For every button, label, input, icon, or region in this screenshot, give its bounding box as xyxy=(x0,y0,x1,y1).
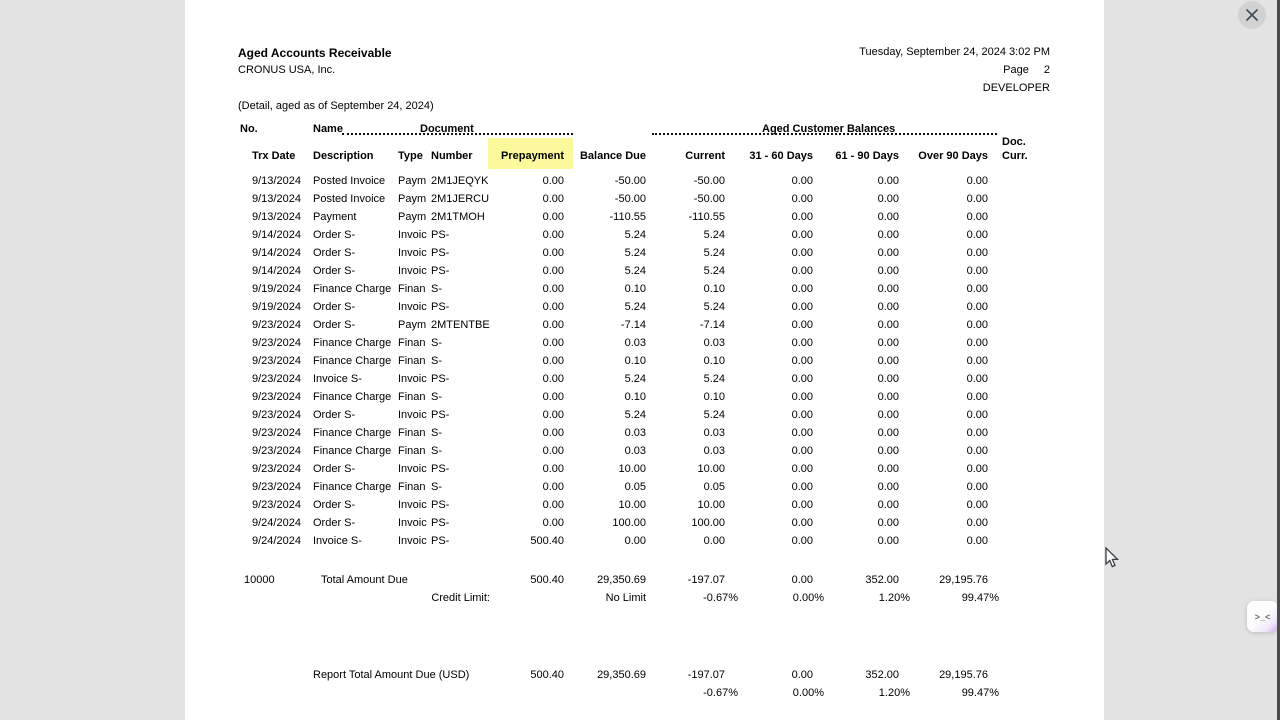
cell-61-90-days: 0.00 xyxy=(877,391,899,403)
cell-prepayment: 0.00 xyxy=(542,481,564,493)
report-total-balance-due: 29,350.69 xyxy=(597,669,646,681)
cell-trx-date: 9/14/2024 xyxy=(252,247,301,259)
group-header-no: No. xyxy=(240,123,258,135)
cell-prepayment: 0.00 xyxy=(542,463,564,475)
group-header-aged-customer-balances: Aged Customer Balances xyxy=(762,123,896,135)
cell-trx-date: 9/23/2024 xyxy=(252,445,301,457)
cell-balance-due: -50.00 xyxy=(614,175,646,187)
cell-trx-date: 9/13/2024 xyxy=(252,211,301,223)
cell-over-90-days: 0.00 xyxy=(966,229,988,241)
cell-description: Finance Charge xyxy=(313,337,392,349)
mouse-cursor-icon xyxy=(1105,547,1120,569)
cell-description: Finance Charge xyxy=(313,283,392,295)
cell-trx-date: 9/23/2024 xyxy=(252,409,301,421)
cell-prepayment: 500.40 xyxy=(530,535,564,547)
cell-description: Payment xyxy=(313,211,357,223)
group-header-name: Name xyxy=(313,123,343,135)
page-number: 2 xyxy=(1043,64,1050,76)
table-row xyxy=(185,388,1104,406)
table-row xyxy=(185,208,1104,226)
cell-balance-due: 0.03 xyxy=(624,445,646,457)
cell-trx-date: 9/23/2024 xyxy=(252,391,301,403)
col-header-description: Description xyxy=(313,150,374,162)
cell-number: PS- xyxy=(431,499,450,511)
cell-current: 0.10 xyxy=(703,391,725,403)
cell-prepayment: 0.00 xyxy=(542,211,564,223)
report-total-61-90-days: 352.00 xyxy=(865,669,899,681)
cell-trx-date: 9/13/2024 xyxy=(252,175,301,187)
cell-31-60-days: 0.00 xyxy=(791,517,813,529)
cell-over-90-days: 0.00 xyxy=(966,247,988,259)
cell-31-60-days: 0.00 xyxy=(791,427,813,439)
cell-balance-due: 5.24 xyxy=(624,229,646,241)
group-header-document: Document xyxy=(420,123,474,135)
cell-type: Paym xyxy=(398,319,427,331)
cell-current: 0.03 xyxy=(703,337,725,349)
report-total-row xyxy=(185,666,1104,684)
cell-current: 5.24 xyxy=(703,229,725,241)
cell-trx-date: 9/23/2024 xyxy=(252,319,301,331)
cell-trx-date: 9/24/2024 xyxy=(252,535,301,547)
col-header-31-60-days: 31 - 60 Days xyxy=(749,150,813,162)
cell-description: Order S- xyxy=(313,409,356,421)
cell-type: Invoic xyxy=(398,535,427,547)
cell-current: 0.10 xyxy=(703,283,725,295)
cell-61-90-days: 0.00 xyxy=(877,427,899,439)
credit-31-60-pct: 0.00% xyxy=(792,592,824,604)
report-total-current: -197.07 xyxy=(687,669,725,681)
cell-61-90-days: 0.00 xyxy=(877,301,899,313)
report-page xyxy=(185,0,1104,720)
cell-61-90-days: 0.00 xyxy=(877,175,899,187)
cell-prepayment: 0.00 xyxy=(542,247,564,259)
cell-number: 2MTENTBE xyxy=(431,319,490,331)
table-row xyxy=(185,496,1104,514)
cell-number: S- xyxy=(431,445,442,457)
total-current: -197.07 xyxy=(687,574,725,586)
cell-number: PS- xyxy=(431,373,450,385)
cell-balance-due: -50.00 xyxy=(614,193,646,205)
extension-badge-icon[interactable] xyxy=(1247,601,1278,632)
cell-balance-due: 10.00 xyxy=(618,463,646,475)
report-61-90-pct: 1.20% xyxy=(878,687,910,699)
cell-61-90-days: 0.00 xyxy=(877,481,899,493)
col-header-trx-date: Trx Date xyxy=(252,150,296,162)
cell-prepayment: 0.00 xyxy=(542,499,564,511)
col-header-prepayment: Prepayment xyxy=(501,150,564,162)
col-header-curr: Curr. xyxy=(1002,150,1028,162)
cell-type: Finan xyxy=(398,355,426,367)
cell-61-90-days: 0.00 xyxy=(877,355,899,367)
cell-description: Finance Charge xyxy=(313,391,392,403)
table-row xyxy=(185,460,1104,478)
cell-description: Finance Charge xyxy=(313,481,392,493)
col-header-number: Number xyxy=(431,150,473,162)
extension-badge-glyph: >_< xyxy=(1254,611,1271,622)
cell-prepayment: 0.00 xyxy=(542,265,564,277)
report-total-prepayment: 500.40 xyxy=(530,669,564,681)
cell-type: Paym xyxy=(398,211,427,223)
cell-number: PS- xyxy=(431,463,450,475)
table-row xyxy=(185,226,1104,244)
cell-31-60-days: 0.00 xyxy=(791,319,813,331)
table-row xyxy=(185,172,1104,190)
cell-description: Finance Charge xyxy=(313,445,392,457)
cell-61-90-days: 0.00 xyxy=(877,463,899,475)
table-row xyxy=(185,190,1104,208)
total-balance-due: 29,350.69 xyxy=(597,574,646,586)
cell-prepayment: 0.00 xyxy=(542,445,564,457)
cell-61-90-days: 0.00 xyxy=(877,247,899,259)
table-body xyxy=(185,172,1104,550)
cell-61-90-days: 0.00 xyxy=(877,265,899,277)
cell-61-90-days: 0.00 xyxy=(877,409,899,421)
report-title: Aged Accounts Receivable xyxy=(238,46,392,60)
cell-balance-due: 0.10 xyxy=(624,283,646,295)
cell-balance-due: 0.05 xyxy=(624,481,646,493)
report-31-60-pct: 0.00% xyxy=(792,687,824,699)
table-row xyxy=(185,316,1104,334)
cell-over-90-days: 0.00 xyxy=(966,481,988,493)
cell-prepayment: 0.00 xyxy=(542,319,564,331)
cell-trx-date: 9/13/2024 xyxy=(252,193,301,205)
cell-type: Invoic xyxy=(398,301,427,313)
cell-prepayment: 0.00 xyxy=(542,229,564,241)
total-61-90-days: 352.00 xyxy=(865,574,899,586)
cell-type: Invoic xyxy=(398,499,427,511)
report-over-90-pct: 99.47% xyxy=(961,687,999,699)
cell-prepayment: 0.00 xyxy=(542,283,564,295)
cell-number: PS- xyxy=(431,535,450,547)
cell-trx-date: 9/23/2024 xyxy=(252,463,301,475)
cell-description: Order S- xyxy=(313,517,356,529)
cell-prepayment: 0.00 xyxy=(542,373,564,385)
cell-current: 0.03 xyxy=(703,445,725,457)
cell-number: S- xyxy=(431,481,442,493)
cell-balance-due: 0.10 xyxy=(624,355,646,367)
cell-description: Posted Invoice xyxy=(313,175,386,187)
cell-current: 10.00 xyxy=(697,499,725,511)
cell-over-90-days: 0.00 xyxy=(966,427,988,439)
page-label: Page xyxy=(1003,64,1029,76)
total-prepayment: 500.40 xyxy=(530,574,564,586)
cell-61-90-days: 0.00 xyxy=(877,229,899,241)
cell-trx-date: 9/23/2024 xyxy=(252,499,301,511)
credit-over-90-pct: 99.47% xyxy=(961,592,999,604)
cell-61-90-days: 0.00 xyxy=(877,319,899,331)
cell-current: 5.24 xyxy=(703,265,725,277)
cell-type: Finan xyxy=(398,445,426,457)
cell-31-60-days: 0.00 xyxy=(791,373,813,385)
cell-type: Invoic xyxy=(398,463,427,475)
col-header-61-90-days: 61 - 90 Days xyxy=(835,150,899,162)
cell-balance-due: 0.03 xyxy=(624,427,646,439)
cell-balance-due: 0.10 xyxy=(624,391,646,403)
table-row xyxy=(185,424,1104,442)
cell-number: 2M1JEQYK xyxy=(431,175,489,187)
report-total-pct-row xyxy=(185,684,1104,702)
table-row xyxy=(185,352,1104,370)
table-row xyxy=(185,244,1104,262)
cell-trx-date: 9/24/2024 xyxy=(252,517,301,529)
cell-number: PS- xyxy=(431,517,450,529)
close-icon xyxy=(1245,8,1259,22)
table-row xyxy=(185,514,1104,532)
cell-type: Invoic xyxy=(398,409,427,421)
cell-over-90-days: 0.00 xyxy=(966,337,988,349)
cell-31-60-days: 0.00 xyxy=(791,535,813,547)
cell-over-90-days: 0.00 xyxy=(966,373,988,385)
cell-current: 0.00 xyxy=(703,535,725,547)
cell-description: Invoice S- xyxy=(313,373,362,385)
cell-balance-due: 5.24 xyxy=(624,301,646,313)
report-datetime: Tuesday, September 24, 2024 3:02 PM xyxy=(859,46,1050,58)
credit-current-pct: -0.67% xyxy=(703,592,738,604)
cell-type: Invoic xyxy=(398,265,427,277)
cell-type: Finan xyxy=(398,283,426,295)
cell-type: Finan xyxy=(398,337,426,349)
cell-61-90-days: 0.00 xyxy=(877,499,899,511)
cell-31-60-days: 0.00 xyxy=(791,481,813,493)
cell-balance-due: 0.03 xyxy=(624,337,646,349)
page-number-line xyxy=(1003,64,1050,76)
cell-trx-date: 9/23/2024 xyxy=(252,355,301,367)
cell-current: 0.05 xyxy=(703,481,725,493)
report-user: DEVELOPER xyxy=(982,82,1050,94)
cell-over-90-days: 0.00 xyxy=(966,283,988,295)
cell-prepayment: 0.00 xyxy=(542,175,564,187)
cell-balance-due: 100.00 xyxy=(612,517,646,529)
cell-number: PS- xyxy=(431,301,450,313)
cell-over-90-days: 0.00 xyxy=(966,301,988,313)
cell-number: PS- xyxy=(431,229,450,241)
customer-total-row xyxy=(185,571,1104,589)
cell-current: -7.14 xyxy=(699,319,725,331)
cell-trx-date: 9/19/2024 xyxy=(252,283,301,295)
cell-over-90-days: 0.00 xyxy=(966,211,988,223)
cell-trx-date: 9/23/2024 xyxy=(252,373,301,385)
cell-balance-due: 5.24 xyxy=(624,247,646,259)
cell-over-90-days: 0.00 xyxy=(966,391,988,403)
cell-description: Finance Charge xyxy=(313,355,392,367)
aged-balances-dotted-rule xyxy=(652,132,997,135)
cell-number: PS- xyxy=(431,265,450,277)
cell-trx-date: 9/23/2024 xyxy=(252,427,301,439)
cell-description: Order S- xyxy=(313,265,356,277)
cell-31-60-days: 0.00 xyxy=(791,229,813,241)
cell-over-90-days: 0.00 xyxy=(966,499,988,511)
cell-type: Finan xyxy=(398,427,426,439)
cell-61-90-days: 0.00 xyxy=(877,283,899,295)
cell-balance-due: -110.55 xyxy=(609,211,646,223)
report-current-pct: -0.67% xyxy=(703,687,738,699)
cell-trx-date: 9/14/2024 xyxy=(252,229,301,241)
table-row xyxy=(185,442,1104,460)
cell-prepayment: 0.00 xyxy=(542,409,564,421)
cell-31-60-days: 0.00 xyxy=(791,445,813,457)
cell-description: Order S- xyxy=(313,463,356,475)
cell-prepayment: 0.00 xyxy=(542,193,564,205)
cell-current: -50.00 xyxy=(693,193,725,205)
report-total-over-90-days: 29,195.76 xyxy=(939,669,988,681)
cell-trx-date: 9/14/2024 xyxy=(252,265,301,277)
report-subtitle: (Detail, aged as of September 24, 2024) xyxy=(238,100,434,112)
cell-number: 2M1JERCU xyxy=(431,193,490,205)
cell-61-90-days: 0.00 xyxy=(877,373,899,385)
table-row xyxy=(185,280,1104,298)
total-amount-due-label: Total Amount Due xyxy=(321,574,408,586)
cell-31-60-days: 0.00 xyxy=(791,463,813,475)
cell-type: Invoic xyxy=(398,517,427,529)
cell-prepayment: 0.00 xyxy=(542,337,564,349)
cell-31-60-days: 0.00 xyxy=(791,265,813,277)
cell-number: S- xyxy=(431,337,442,349)
report-total-label: Report Total Amount Due (USD) xyxy=(313,669,470,681)
col-header-current: Current xyxy=(685,150,725,162)
cell-description: Order S- xyxy=(313,319,356,331)
cell-prepayment: 0.00 xyxy=(542,517,564,529)
cell-description: Finance Charge xyxy=(313,427,392,439)
cell-over-90-days: 0.00 xyxy=(966,535,988,547)
col-header-type: Type xyxy=(398,150,423,162)
cell-61-90-days: 0.00 xyxy=(877,211,899,223)
cell-over-90-days: 0.00 xyxy=(966,409,988,421)
cell-number: S- xyxy=(431,427,442,439)
credit-limit-row xyxy=(185,589,1104,607)
cell-31-60-days: 0.00 xyxy=(791,301,813,313)
cell-current: 5.24 xyxy=(703,247,725,259)
close-button[interactable] xyxy=(1238,1,1266,29)
cell-balance-due: 5.24 xyxy=(624,265,646,277)
group-header-doc-curr: Doc. xyxy=(1002,136,1026,148)
cell-description: Order S- xyxy=(313,499,356,511)
cell-61-90-days: 0.00 xyxy=(877,517,899,529)
cell-31-60-days: 0.00 xyxy=(791,193,813,205)
cell-type: Finan xyxy=(398,481,426,493)
cell-over-90-days: 0.00 xyxy=(966,193,988,205)
cell-over-90-days: 0.00 xyxy=(966,517,988,529)
cell-61-90-days: 0.00 xyxy=(877,535,899,547)
cell-31-60-days: 0.00 xyxy=(791,409,813,421)
cell-type: Invoic xyxy=(398,373,427,385)
cell-31-60-days: 0.00 xyxy=(791,355,813,367)
cell-trx-date: 9/23/2024 xyxy=(252,481,301,493)
cell-trx-date: 9/23/2024 xyxy=(252,337,301,349)
cell-31-60-days: 0.00 xyxy=(791,175,813,187)
cell-description: Invoice S- xyxy=(313,535,362,547)
cell-type: Invoic xyxy=(398,229,427,241)
cell-balance-due: 5.24 xyxy=(624,373,646,385)
cell-type: Paym xyxy=(398,193,427,205)
cell-over-90-days: 0.00 xyxy=(966,265,988,277)
cell-31-60-days: 0.00 xyxy=(791,499,813,511)
document-dotted-rule xyxy=(342,132,573,135)
cell-balance-due: 10.00 xyxy=(618,499,646,511)
cell-description: Order S- xyxy=(313,301,356,313)
table-row xyxy=(185,334,1104,352)
table-row xyxy=(185,262,1104,280)
cell-number: S- xyxy=(431,283,442,295)
cell-current: -50.00 xyxy=(693,175,725,187)
table-row xyxy=(185,406,1104,424)
cell-over-90-days: 0.00 xyxy=(966,319,988,331)
cell-type: Invoic xyxy=(398,247,427,259)
cell-balance-due: 5.24 xyxy=(624,409,646,421)
col-header-balance-due: Balance Due xyxy=(579,150,646,162)
cell-description: Order S- xyxy=(313,229,356,241)
cell-description: Posted Invoice xyxy=(313,193,386,205)
cell-61-90-days: 0.00 xyxy=(877,337,899,349)
cell-current: 5.24 xyxy=(703,409,725,421)
cell-over-90-days: 0.00 xyxy=(966,175,988,187)
cell-over-90-days: 0.00 xyxy=(966,463,988,475)
total-over-90-days: 29,195.76 xyxy=(939,574,988,586)
cell-current: 5.24 xyxy=(703,373,725,385)
credit-limit-value: No Limit xyxy=(605,592,646,604)
cell-current: 10.00 xyxy=(697,463,725,475)
table-row xyxy=(185,532,1104,550)
report-total-31-60-days: 0.00 xyxy=(791,669,813,681)
cell-current: -110.55 xyxy=(688,211,725,223)
col-header-over-90-days: Over 90 Days xyxy=(918,150,988,162)
cell-31-60-days: 0.00 xyxy=(791,337,813,349)
company-name: CRONUS USA, Inc. xyxy=(238,64,336,76)
cell-prepayment: 0.00 xyxy=(542,427,564,439)
cell-description: Order S- xyxy=(313,247,356,259)
total-31-60-days: 0.00 xyxy=(791,574,813,586)
cell-over-90-days: 0.00 xyxy=(966,445,988,457)
cell-prepayment: 0.00 xyxy=(542,355,564,367)
cell-type: Paym xyxy=(398,175,427,187)
cell-31-60-days: 0.00 xyxy=(791,247,813,259)
cell-current: 0.10 xyxy=(703,355,725,367)
cell-number: S- xyxy=(431,391,442,403)
cell-current: 5.24 xyxy=(703,301,725,313)
cell-number: 2M1TMOH xyxy=(431,211,485,223)
credit-61-90-pct: 1.20% xyxy=(878,592,910,604)
cell-trx-date: 9/19/2024 xyxy=(252,301,301,313)
customer-no: 10000 xyxy=(244,574,275,586)
cell-31-60-days: 0.00 xyxy=(791,211,813,223)
cell-31-60-days: 0.00 xyxy=(791,391,813,403)
credit-limit-label: Credit Limit: xyxy=(431,592,490,604)
cell-over-90-days: 0.00 xyxy=(966,355,988,367)
table-row xyxy=(185,370,1104,388)
cell-number: PS- xyxy=(431,409,450,421)
cell-number: PS- xyxy=(431,247,450,259)
cell-current: 0.03 xyxy=(703,427,725,439)
cell-prepayment: 0.00 xyxy=(542,391,564,403)
table-row xyxy=(185,298,1104,316)
cell-type: Finan xyxy=(398,391,426,403)
cell-61-90-days: 0.00 xyxy=(877,445,899,457)
cell-31-60-days: 0.00 xyxy=(791,283,813,295)
cell-balance-due: 0.00 xyxy=(624,535,646,547)
cell-61-90-days: 0.00 xyxy=(877,193,899,205)
table-row xyxy=(185,478,1104,496)
cell-number: S- xyxy=(431,355,442,367)
cell-current: 100.00 xyxy=(691,517,725,529)
cell-balance-due: -7.14 xyxy=(620,319,646,331)
cell-prepayment: 0.00 xyxy=(542,301,564,313)
